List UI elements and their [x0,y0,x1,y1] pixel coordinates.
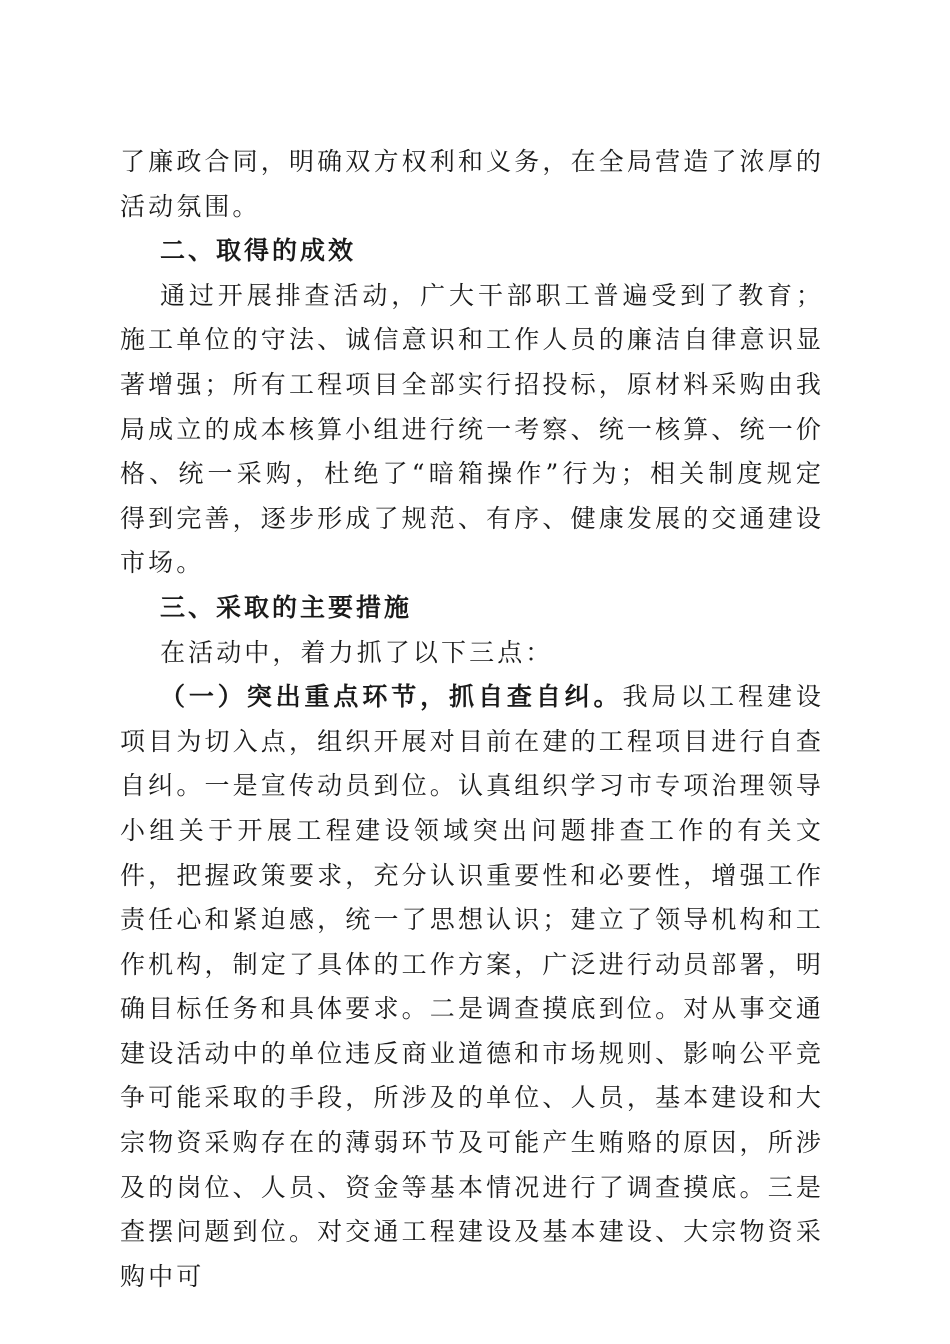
item-one-lead: （一）突出重点环节，抓自查自纠。 [160,682,623,712]
item-one-body: 我局以工程建设项目为切入点，组织开展对目前在建的工程项目进行自查自纠。一是宣传动员到位。认真组织学习市专项治理领导小组关于开展工程建设领域突出问题排查工作的有关文件，把握政策要求，充分认识重要性和必要性，增强工作责任心和紧迫感，统一了思想认识；建立了领导机构和工作机构，制定了具体的工作方案，广泛进行动员部署，明确目标任务和具体要求。二是调查摸底到位。对从事交通建设活动中的单位违反商业道德和市场规则、影响公平竞争可能采取的手段，所涉及的单位、人员，基本建设和大宗物资采购存在的薄弱环节及可能产生贿赂的原因，所涉及的岗位、人员、资金等基本情况进行了调查摸底。三是查摆问题到位。对交通工程建设及基本建设、大宗物资采购中可 [120,682,824,1291]
document-body [120,140,824,1299]
section-two-heading: 二、取得的成效 [160,236,357,266]
continuation-paragraph: 了廉政合同，明确双方权利和义务，在全局营造了浓厚的活动氛围。 [120,147,824,221]
section-three-item-one [120,675,824,1299]
section-two-paragraph: 通过开展排查活动，广大干部职工普遍受到了教育；施工单位的守法、诚信意识和工作人员的廉洁自律意识显著增强；所有工程项目全部实行招投标，原材料采购由我局成立的成本核算小组进行统一考察、统一核算、统一价格、统一采购，杜绝了“暗箱操作”行为；相关制度规定得到完善，逐步形成了规范、有序、健康发展的交通建设市场。 [120,280,824,578]
section-three-intro: 在活动中，着力抓了以下三点： [160,637,554,667]
section-three-heading: 三、采取的主要措施 [160,592,413,622]
